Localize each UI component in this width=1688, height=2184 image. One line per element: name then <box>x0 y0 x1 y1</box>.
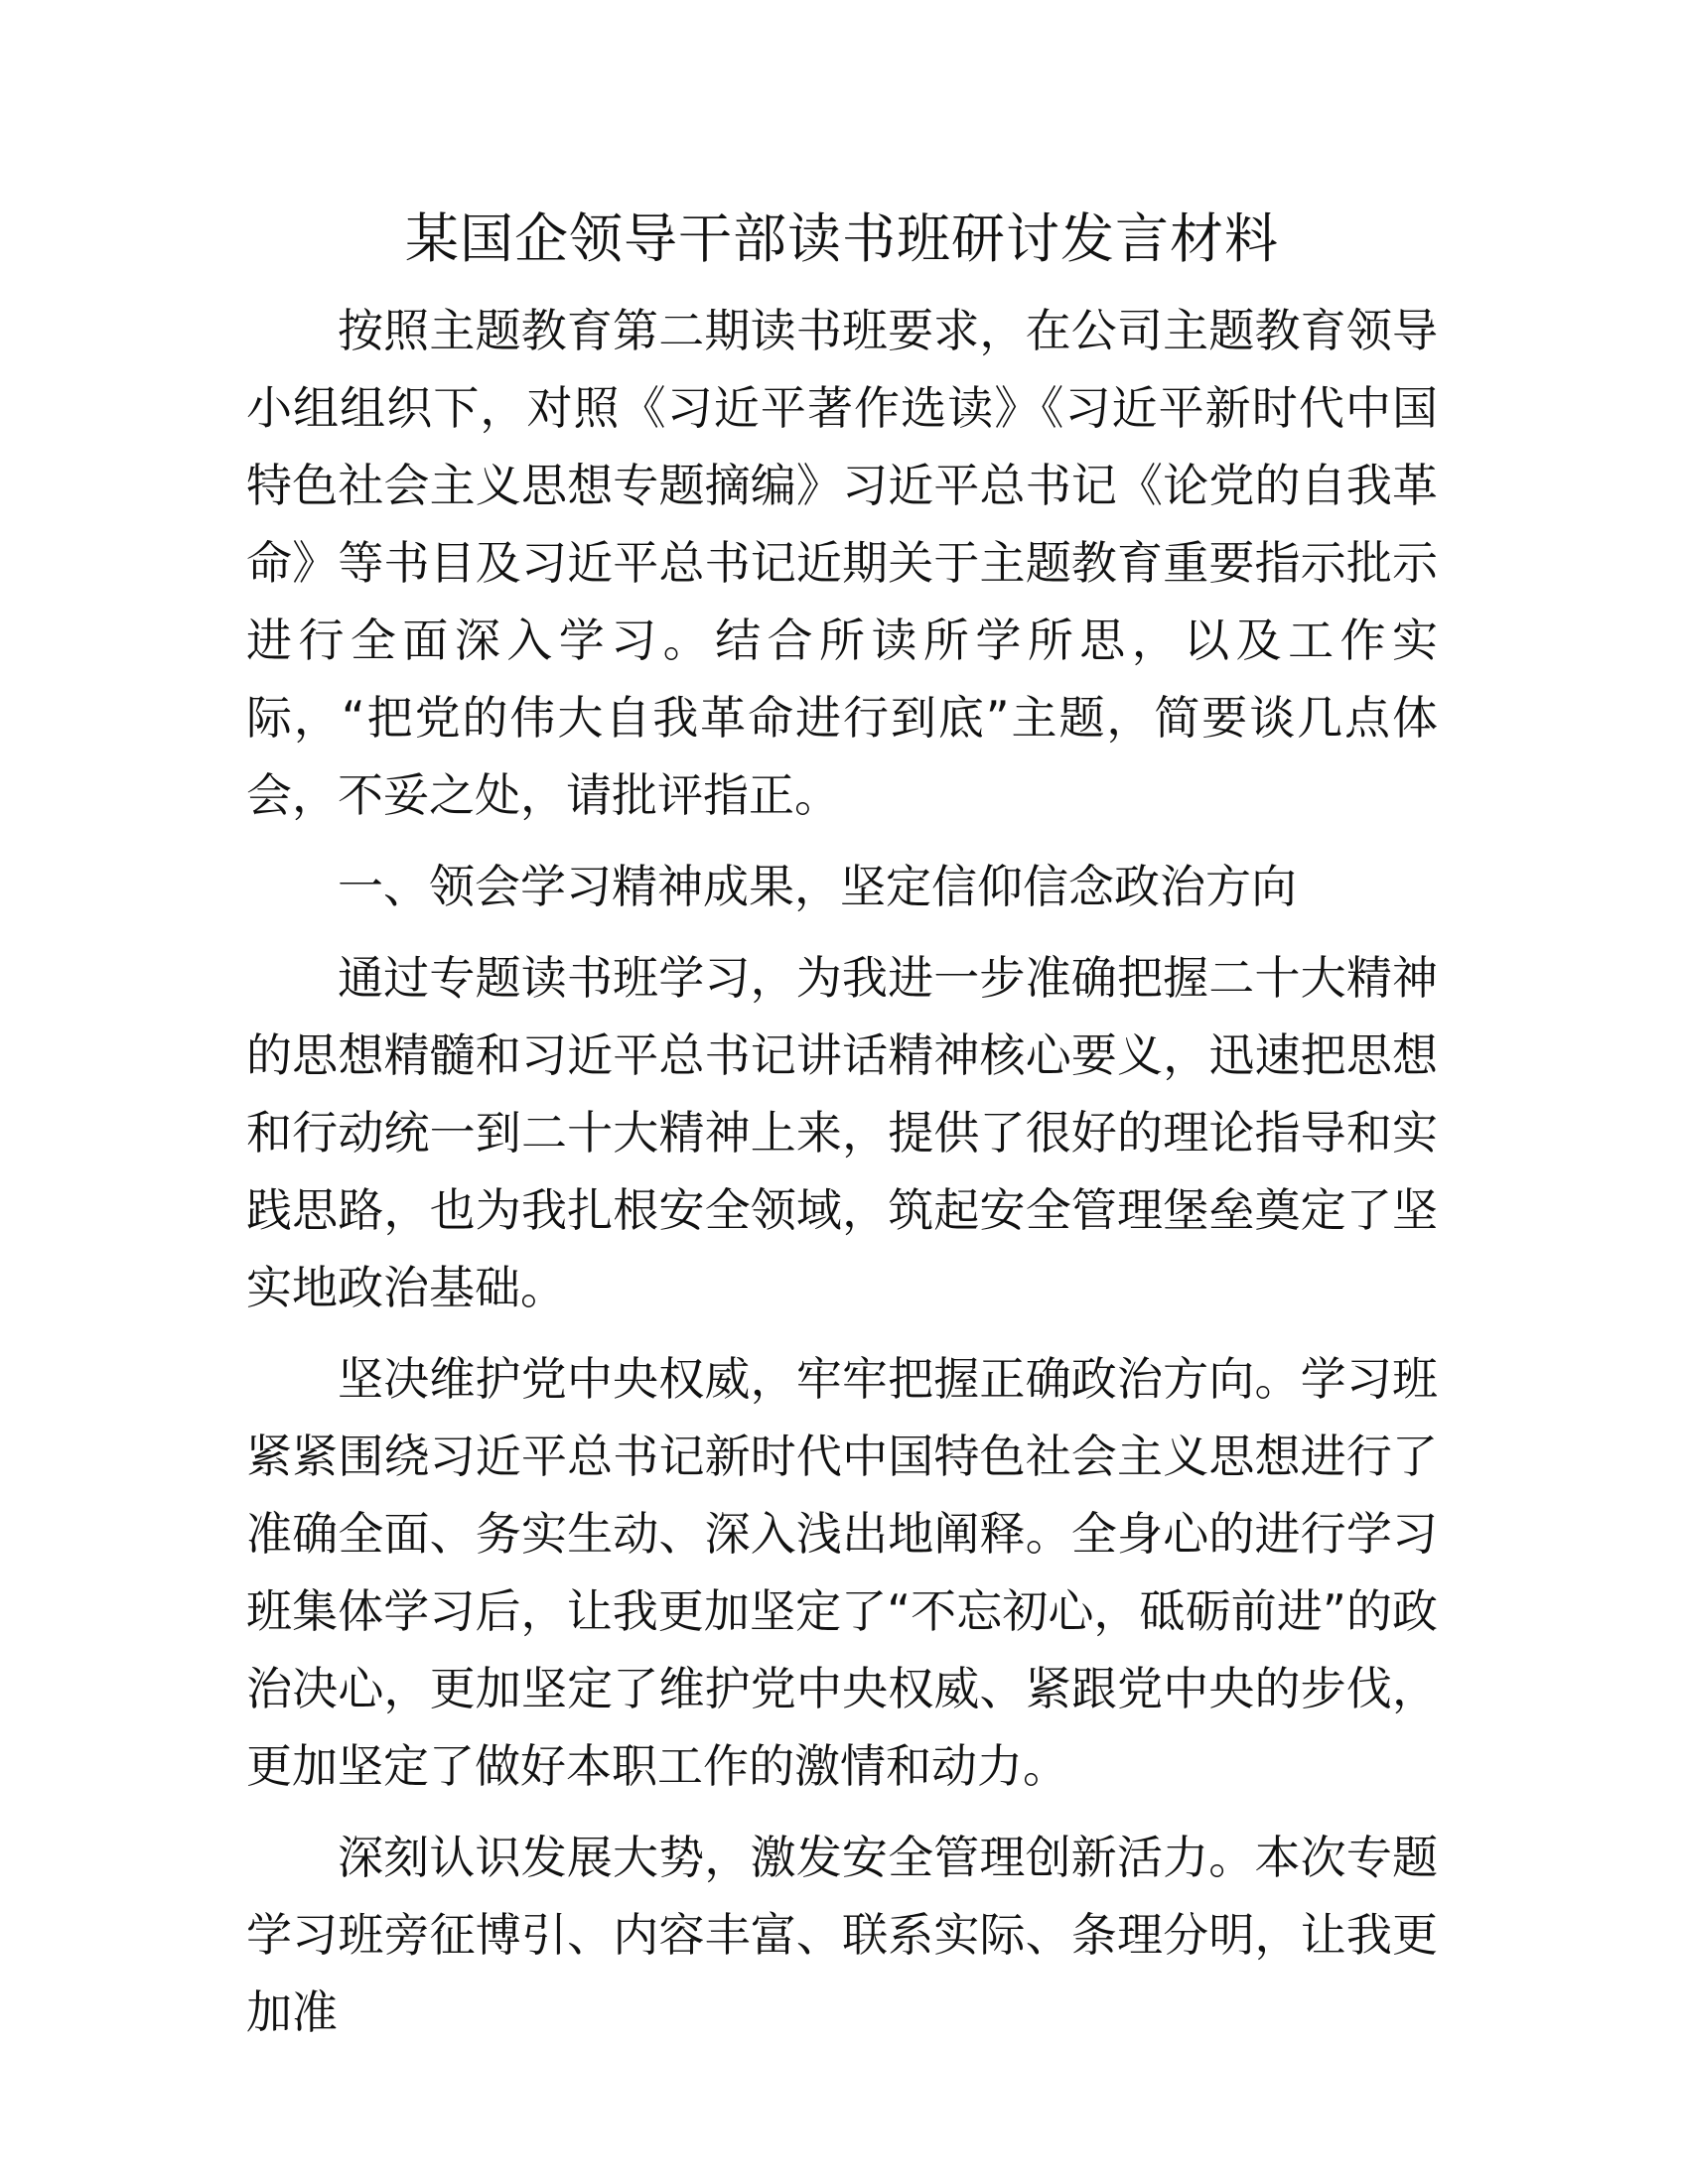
section-2-paragraph: 坚决维护党中央权威，牢牢把握正确政治方向。学习班紧紧围绕习近平总书记新时代中国特色社会主义思想进行了准确全面、务实生动、深入浅出地阐释。全身心的进行学习班集体学习后，让我更加坚定了“不忘初心，砥砺前进”的政治决心，更加坚定了维护党中央权威、紧跟党中央的步伐，更加坚定了做好本职工作的激情和动力。 <box>246 1352 1438 1793</box>
section-3-paragraph: 深刻认识发展大势，激发安全管理创新活力。本次专题学习班旁征博引、内容丰富、联系实际、条理分明，让我更加准 <box>246 1831 1438 2039</box>
document-body <box>246 195 1438 2051</box>
document-title: 某国企领导干部读书班研讨发言材料 <box>405 207 1279 270</box>
section-1-paragraph: 通过专题读书班学习，为我进一步准确把握二十大精神的思想精髓和习近平总书记讲话精神核心要义，迅速把思想和行动统一到二十大精神上来，提供了很好的理论指导和实践思路，也为我扎根安全领域，筑起安全管理堡垒奠定了坚实地政治基础。 <box>246 951 1438 1314</box>
intro-paragraph: 按照主题教育第二期读书班要求，在公司主题教育领导小组组织下，对照《习近平著作选读》《习近平新时代中国特色社会主义思想专题摘编》习近平总书记《论党的自我革命》等书目及习近平总书记近期关于主题教育重要指示批示进行全面深入学习。结合所读所学所思，以及工作实际，“把党的伟大自我革命进行到底”主题，简要谈几点体会，不妥之处，请批评指正。 <box>246 304 1438 822</box>
section-heading-1: 一、领会学习精神成果，坚定信仰信念政治方向 <box>338 860 1297 913</box>
